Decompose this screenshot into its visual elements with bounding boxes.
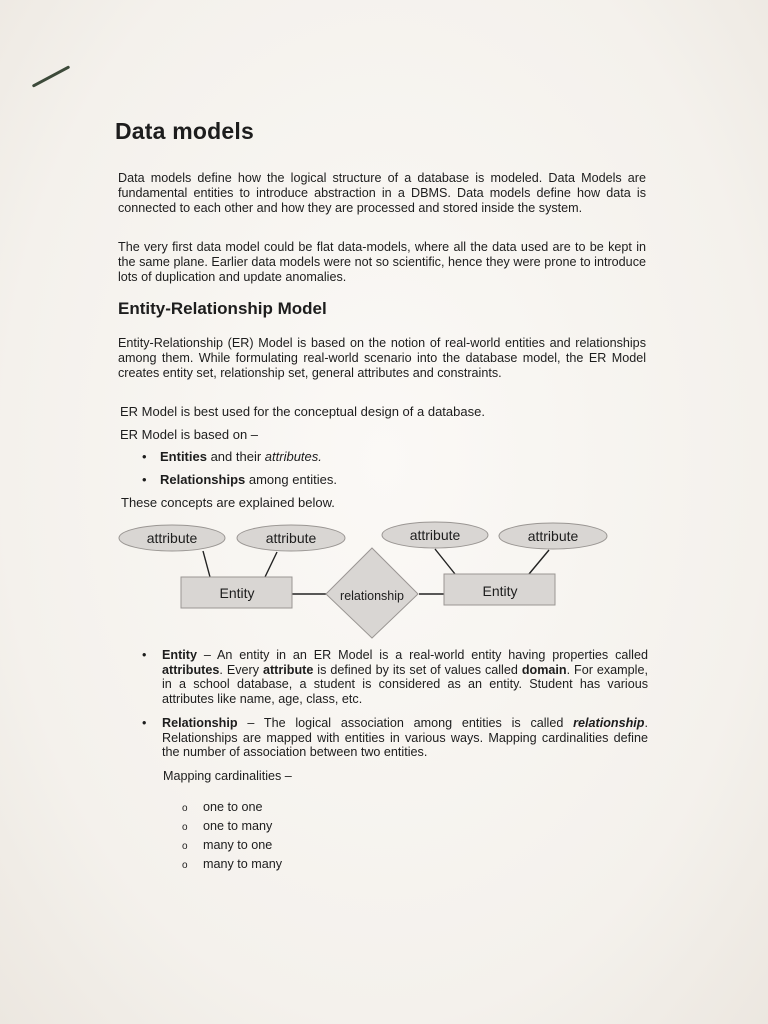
section-heading: Entity-Relationship Model	[118, 299, 327, 318]
mapping-item	[182, 819, 272, 833]
entity-definition	[142, 648, 648, 706]
er-paragraph: Entity-Relationship (ER) Model is based on the notion of real-world entities and relationships among them. While formulating real-world scenario into the database model, the ER Model creates entity set, relationship set, general attributes and constraints.	[118, 336, 646, 380]
circle-bullet-icon: o	[182, 803, 188, 814]
entity-label: Entity	[219, 585, 255, 601]
connector-line	[203, 551, 210, 577]
bullet-dot: •	[142, 648, 147, 662]
er-diagram	[115, 515, 615, 640]
definition-text: . Relationships are mapped with entities in various ways. Mapping cardinalities define the number of association between two entities.	[162, 716, 648, 759]
attribute-label: attribute	[265, 530, 317, 546]
term-entity: Entity	[162, 648, 197, 662]
mapping-item	[182, 857, 282, 871]
definition-bold: domain	[521, 662, 567, 677]
bullet-relationships	[142, 472, 337, 487]
intro-paragraph-1: Data models define how the logical structure of a database is modeled. Data Models are fundamental entities to introduce abstraction in a DBMS. Data models define how data is connected to each other and how they are processed and stored inside the system.	[118, 171, 646, 215]
circle-bullet-icon: o	[182, 822, 188, 833]
intro-paragraph-2: The very first data model could be flat data-models, where all the data used are to be kept in the same plane. Earlier data models were not so scientific, hence they were prone to introduce lots of duplication and update anomalies.	[118, 240, 646, 284]
circle-bullet-icon: o	[182, 860, 188, 871]
attribute-label: attribute	[146, 530, 198, 546]
mapping-item-text: one to one	[203, 800, 263, 814]
bullet-italic: attributes.	[264, 449, 322, 464]
bullet-dot: •	[142, 716, 147, 730]
definition-text: – The logical association among entities is called	[237, 716, 574, 730]
bullet-text: and their	[206, 449, 265, 464]
circle-bullet-icon: o	[182, 841, 188, 852]
connector-line	[435, 549, 455, 574]
entity-definition-text	[162, 648, 648, 706]
bullet-bold: Entities	[160, 449, 207, 464]
definition-text: . For example, in a school database, a student is considered as an entity. Student has various attributes like name, age, class, etc.	[162, 662, 648, 706]
relationship-label: relationship	[340, 589, 404, 603]
term-relationship: Relationship	[162, 716, 238, 730]
page-title: Data models	[115, 118, 254, 144]
entity-label: Entity	[482, 583, 518, 599]
best-used-line: ER Model is best used for the conceptual design of a database.	[120, 404, 485, 419]
mapping-label: Mapping cardinalities –	[163, 769, 292, 783]
definition-bold: attributes	[162, 662, 220, 677]
mapping-item	[182, 800, 263, 814]
definition-text: is defined by its set of values called	[313, 662, 522, 677]
relationship-definition	[142, 716, 648, 760]
bullet-entities	[142, 449, 322, 464]
bullet-text: among entities.	[245, 472, 338, 487]
connector-line	[529, 550, 549, 574]
attribute-label: attribute	[409, 527, 461, 543]
connector-line	[265, 552, 277, 577]
bullet-dot: •	[142, 472, 147, 487]
definition-bold-italic: relationship	[573, 716, 645, 730]
relationship-definition-text	[162, 716, 648, 760]
definition-text: . Every	[219, 662, 263, 677]
mapping-item-text: many to one	[203, 838, 273, 852]
mapping-item-text: one to many	[203, 819, 273, 833]
bullet-dot: •	[142, 449, 147, 464]
definition-text: – An entity in an ER Model is a real-world entity having properties called	[196, 648, 648, 662]
based-on-line: ER Model is based on –	[120, 427, 259, 442]
mapping-item-text: many to many	[203, 857, 283, 871]
attribute-label: attribute	[527, 528, 579, 544]
definition-bold: attribute	[262, 662, 314, 677]
bullet-bold: Relationships	[160, 472, 246, 487]
explained-line: These concepts are explained below.	[121, 495, 335, 510]
mapping-item	[182, 838, 272, 852]
